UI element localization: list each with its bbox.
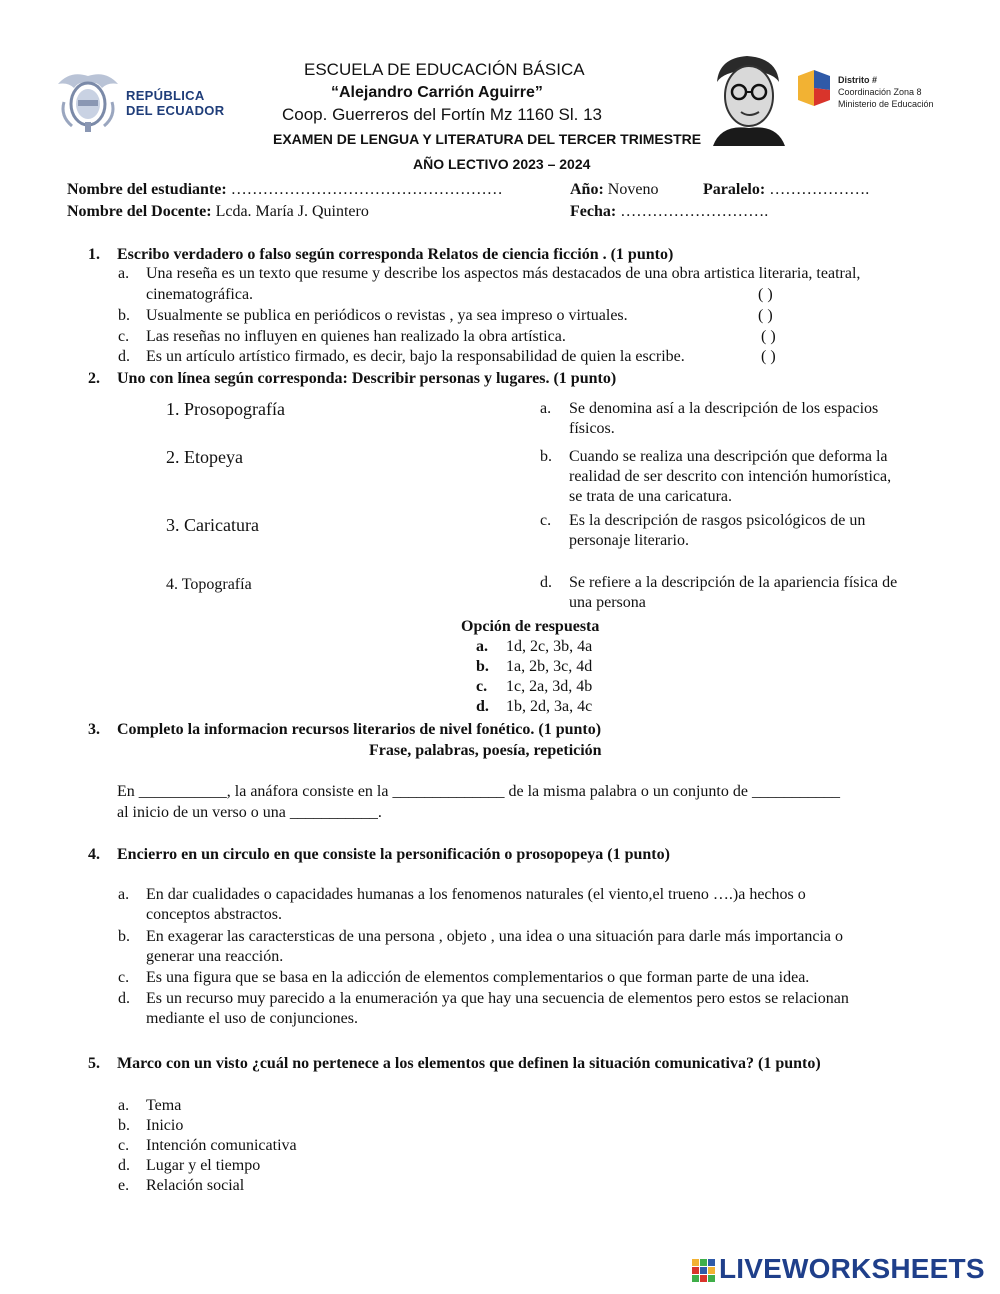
q2-right-a-letter: a. [540,400,552,417]
q2-option-a[interactable] [476,637,592,657]
q2-right-a[interactable] [569,399,959,439]
q4-number: 4. [88,846,100,863]
district-line3: Ministerio de Educación [838,99,934,109]
q4-item-a-line1: En dar cualidades o capacidades humanas a los fenomenos naturales (el viento,el trueno ….)a hechos o [146,886,806,903]
q5-item-e-text: Relación social [146,1177,245,1194]
portrait-image [707,52,787,146]
q2-right-b-line3: se trata de una caricatura. [569,488,733,505]
q4-item-c-letter: c. [118,969,130,986]
coat-of-arms-icon [52,64,124,136]
q1-item-a-answer[interactable]: ( ) [758,286,773,303]
student-name-field[interactable]: …………………………………………… [230,181,503,198]
q2-right-b-line2: realidad de ser descrito con intención humorística, [569,468,892,485]
year-row [570,180,658,200]
parallel-field[interactable]: ………………. [769,181,870,198]
q5-list [118,1096,297,1196]
q4-item-b-line1: En exagerar las caractersticas de una persona , objeto , una idea o una situación para darle más importancia o [146,928,844,945]
q2-right-a-line2: físicos. [569,420,615,437]
q5-item-d[interactable] [118,1156,297,1176]
q1-item-a-text-cont: cinematográfica. [146,286,254,303]
q4-item-d-line2: mediante el uso de conjunciones. [146,1010,358,1027]
q2-right-b-letter: b. [540,448,552,465]
q1-item-b-text: Usualmente se publica en periódicos o revistas , ya sea impreso o virtuales. [146,307,628,324]
q2-option-c-letter: c. [476,678,488,695]
q2-left-4[interactable]: 4. Topografía [166,576,252,593]
district-line1: Distrito # [838,75,878,85]
q1-item-a-letter: a. [118,265,130,282]
q2-right-d[interactable] [569,573,969,613]
q2-option-c[interactable] [476,677,592,697]
q2-option-b-text: 1a, 2b, 3c, 4d [506,658,593,675]
q5-item-c[interactable] [118,1136,297,1156]
q3-title: Completo la informacion recursos literarios de nivel fonético. (1 punto) [117,721,602,738]
q4-item-c[interactable]: Es una figura que se basa en la adicción de elementos complementarios o que forman parte de una idea. [146,969,810,986]
q4-item-a-letter: a. [118,886,130,903]
q2-right-b[interactable] [569,447,959,507]
q5-item-b[interactable] [118,1116,297,1136]
district-line2: Coordinación Zona 8 [838,87,922,97]
q2-left-1[interactable]: 1. Prosopografía [166,399,285,419]
q2-options-title: Opción de respuesta [461,618,600,635]
school-line1: ESCUELA DE EDUCACIÓN BÁSICA [304,60,585,79]
q1-item-d-answer[interactable]: ( ) [761,348,776,365]
date-row [570,202,768,222]
q4-item-b[interactable] [146,927,966,967]
q4-item-b-letter: b. [118,928,130,945]
parallel-label: Paralelo: [703,181,766,198]
q2-options-list [476,637,592,717]
q2-left-3[interactable]: 3. Caricatura [166,515,259,535]
q4-item-d-line1: Es un recurso muy parecido a la enumeración ya que hay una secuencia de elementos pero estos se relacionan [146,990,849,1007]
q2-option-d-letter: d. [476,698,489,715]
q4-item-a-line2: conceptos abstractos. [146,906,282,923]
q2-option-d-text: 1b, 2d, 3a, 4c [506,698,593,715]
q2-right-b-line1: Cuando se realiza una descripción que deforma la [569,448,888,465]
q5-title: Marco con un visto ¿cuál no pertenece a los elementos que definen la situación comunicativa? (1 punto) [117,1055,821,1072]
q1-item-d-text: Es un artículo artístico firmado, es decir, bajo la responsabilidad de quien la escribe. [146,348,685,365]
q5-item-d-text: Lugar y el tiempo [146,1157,261,1174]
q5-item-e[interactable] [118,1176,297,1196]
q2-right-a-line1: Se denomina así a la descripción de los espacios [569,400,879,417]
student-label: Nombre del estudiante: [67,181,227,198]
q2-option-c-text: 1c, 2a, 3d, 4b [506,678,593,695]
q3-word-bank: Frase, palabras, poesía, repetición [369,742,602,759]
date-label: Fecha: [570,203,617,220]
q1-item-c-text: Las reseñas no influyen en quienes han realizado la obra artística. [146,328,566,345]
republica-ecuador-text [126,88,224,118]
q1-item-d-letter: d. [118,348,130,365]
q5-item-a[interactable] [118,1096,297,1116]
q5-item-c-text: Intención comunicativa [146,1137,297,1154]
student-row [67,180,503,200]
q1-item-c-letter: c. [118,328,130,345]
q2-option-a-text: 1d, 2c, 3b, 4a [506,638,593,655]
liveworksheets-logo-icon [692,1257,716,1285]
date-field[interactable]: ………………………. [620,203,769,220]
q2-right-c[interactable] [569,511,959,551]
q3-line1[interactable]: En ___________, la anáfora consiste en la ______________ de la misma palabra o un conjunto de ___________ [117,783,840,800]
q2-option-b-letter: b. [476,658,489,675]
q1-item-c-answer[interactable]: ( ) [761,328,776,345]
q1-item-b-answer[interactable]: ( ) [758,307,773,324]
school-name: “Alejandro Carrión Aguirre” [331,84,543,101]
q5-item-e-letter: e. [118,1177,130,1194]
q3-number: 3. [88,721,100,738]
q2-number: 2. [88,370,100,387]
q2-right-c-line2: personaje literario. [569,532,689,549]
school-year: AÑO LECTIVO 2023 – 2024 [413,156,591,172]
q2-right-c-line1: Es la descripción de rasgos psicológicos de un [569,512,866,529]
q2-right-d-line2: una persona [569,594,646,611]
q2-right-c-letter: c. [540,512,552,529]
logo-left-line1: REPÚBLICA [126,88,205,103]
q2-option-d[interactable] [476,697,592,717]
q5-item-c-letter: c. [118,1137,130,1154]
q3-line2[interactable]: al inicio de un verso o una ___________. [117,804,382,821]
q2-right-d-line1: Se refiere a la descripción de la apariencia física de [569,574,898,591]
q5-item-d-letter: d. [118,1157,130,1174]
teacher-row [67,202,369,222]
school-address: Coop. Guerreros del Fortín Mz 1160 Sl. 13 [282,105,603,124]
q2-option-b[interactable] [476,657,592,677]
district-text [838,74,934,110]
q4-title: Encierro en un circulo en que consiste la personificación o prosopopeya (1 punto) [117,846,670,863]
q4-item-a[interactable] [146,885,966,925]
portrait-icon [707,52,787,146]
teacher-value: Lcda. María J. Quintero [215,203,369,220]
q5-item-b-text: Inicio [146,1117,184,1134]
q5-item-a-text: Tema [146,1097,182,1114]
q5-item-b-letter: b. [118,1117,130,1134]
q2-left-2[interactable]: 2. Etopeya [166,447,243,467]
teacher-label: Nombre del Docente: [67,203,212,220]
year-label: Año: [570,181,604,198]
ministry-flag-icon [796,66,836,110]
q2-right-d-letter: d. [540,574,552,591]
q1-title: Escribo verdadero o falso según corresponda Relatos de ciencia ficción . (1 punto) [117,246,674,263]
q4-item-b-line2: generar una reacción. [146,948,284,965]
q1-number: 1. [88,246,100,263]
q2-title: Uno con línea según corresponda: Describir personas y lugares. (1 punto) [117,370,617,387]
parallel-row [703,180,869,200]
logo-left-line2: DEL ECUADOR [126,103,225,118]
liveworksheets-brand: LIVEWORKSHEETS [719,1253,985,1284]
year-value: Noveno [607,181,659,198]
exam-title: EXAMEN DE LENGUA Y LITERATURA DEL TERCER TRIMESTRE [273,131,702,147]
q2-option-a-letter: a. [476,638,488,655]
lw-grid-icon [692,1257,716,1285]
q4-item-d[interactable] [146,989,966,1029]
q1-item-b-letter: b. [118,307,130,324]
q1-item-a-text: Una reseña es un texto que resume y describe los aspectos más destacados de una obra artistica literaria, teatral, [146,265,861,282]
q4-item-d-letter: d. [118,990,130,1007]
q5-number: 5. [88,1055,100,1072]
q5-item-a-letter: a. [118,1097,130,1114]
